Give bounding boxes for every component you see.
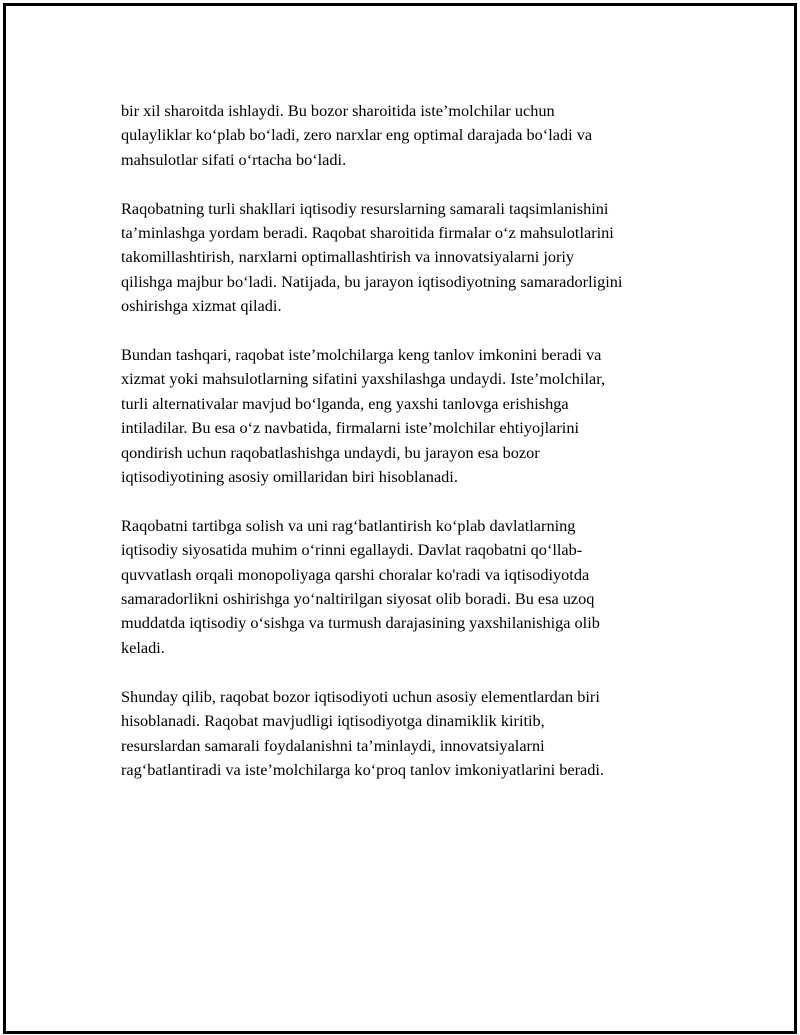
text-line: keladi. xyxy=(121,637,165,657)
text-line: turli alternativalar mavjud bo‘lganda, eng yaxshi tanlovga erishishga xyxy=(121,393,569,413)
text-line: quvvatlash orqali monopoliyaga qarshi choralar ko'radi va iqtisodiyotda xyxy=(121,564,590,584)
paragraph-5 xyxy=(121,685,701,783)
text-line: takomillashtirish, narxlarni optimallashtirish va innovatsiyalarni joriy xyxy=(121,247,575,267)
page-frame xyxy=(3,3,797,1034)
text-line: xizmat yoki mahsulotlarning sifatini yaxshilashga undaydi. Iste’molchilar, xyxy=(121,369,606,389)
paragraph-4 xyxy=(121,514,701,660)
paragraph-3 xyxy=(121,343,701,489)
text-line: iqtisodiy siyosatida muhim o‘rinni egallaydi. Davlat raqobatni qo‘llab- xyxy=(121,540,583,560)
text-line: qilishga majbur bo‘ladi. Natijada, bu jarayon iqtisodiyotning samaradorligini xyxy=(121,271,623,291)
text-line: qondirish uchun raqobatlashishga undaydi, bu jarayon esa bozor xyxy=(121,442,540,462)
text-line: rag‘batlantiradi va iste’molchilarga ko‘proq tanlov imkoniyatlarini beradi. xyxy=(121,759,605,779)
text-line: Shunday qilib, raqobat bozor iqtisodiyoti uchun asosiy elementlardan biri xyxy=(121,686,600,706)
text-line: iqtisodiyotining asosiy omillaridan biri hisoblanadi. xyxy=(121,467,458,487)
text-line: intiladilar. Bu esa o‘z navbatida, firmalarni iste’molchilar ehtiyojlarini xyxy=(121,418,579,438)
text-line: qulayliklar ko‘plab bo‘ladi, zero narxlar eng optimal darajada bo‘ladi va xyxy=(121,125,593,145)
text-line: Raqobatning turli shakllari iqtisodiy resurslarning samarali taqsimlanishini xyxy=(121,198,609,218)
paragraph-2 xyxy=(121,197,701,319)
text-line: muddatda iqtisodiy o‘sishga va turmush darajasining yaxshilanishiga olib xyxy=(121,613,600,633)
paragraph-1 xyxy=(121,99,701,172)
text-line: oshirishga xizmat qiladi. xyxy=(121,296,282,316)
text-line: mahsulotlar sifati o‘rtacha bo‘ladi. xyxy=(121,149,347,169)
text-line: ta’minlashga yordam beradi. Raqobat sharoitida firmalar o‘z mahsulotlarini xyxy=(121,223,614,243)
text-line: Raqobatni tartibga solish va uni rag‘batlantirish ko‘plab davlatlarning xyxy=(121,515,576,535)
text-line: hisoblanadi. Raqobat mavjudligi iqtisodiyotga dinamiklik kiritib, xyxy=(121,711,545,731)
text-line: resurslardan samarali foydalanishni ta’minlaydi, innovatsiyalarni xyxy=(121,735,545,755)
text-line: bir xil sharoitda ishlaydi. Bu bozor sharoitida iste’molchilar uchun xyxy=(121,101,555,120)
text-line: Bundan tashqari, raqobat iste’molchilarga keng tanlov imkonini beradi va xyxy=(121,345,602,365)
document-body xyxy=(121,99,701,807)
text-line: samaradorlikni oshirishga yo‘naltirilgan siyosat olib boradi. Bu esa uzoq xyxy=(121,589,595,609)
